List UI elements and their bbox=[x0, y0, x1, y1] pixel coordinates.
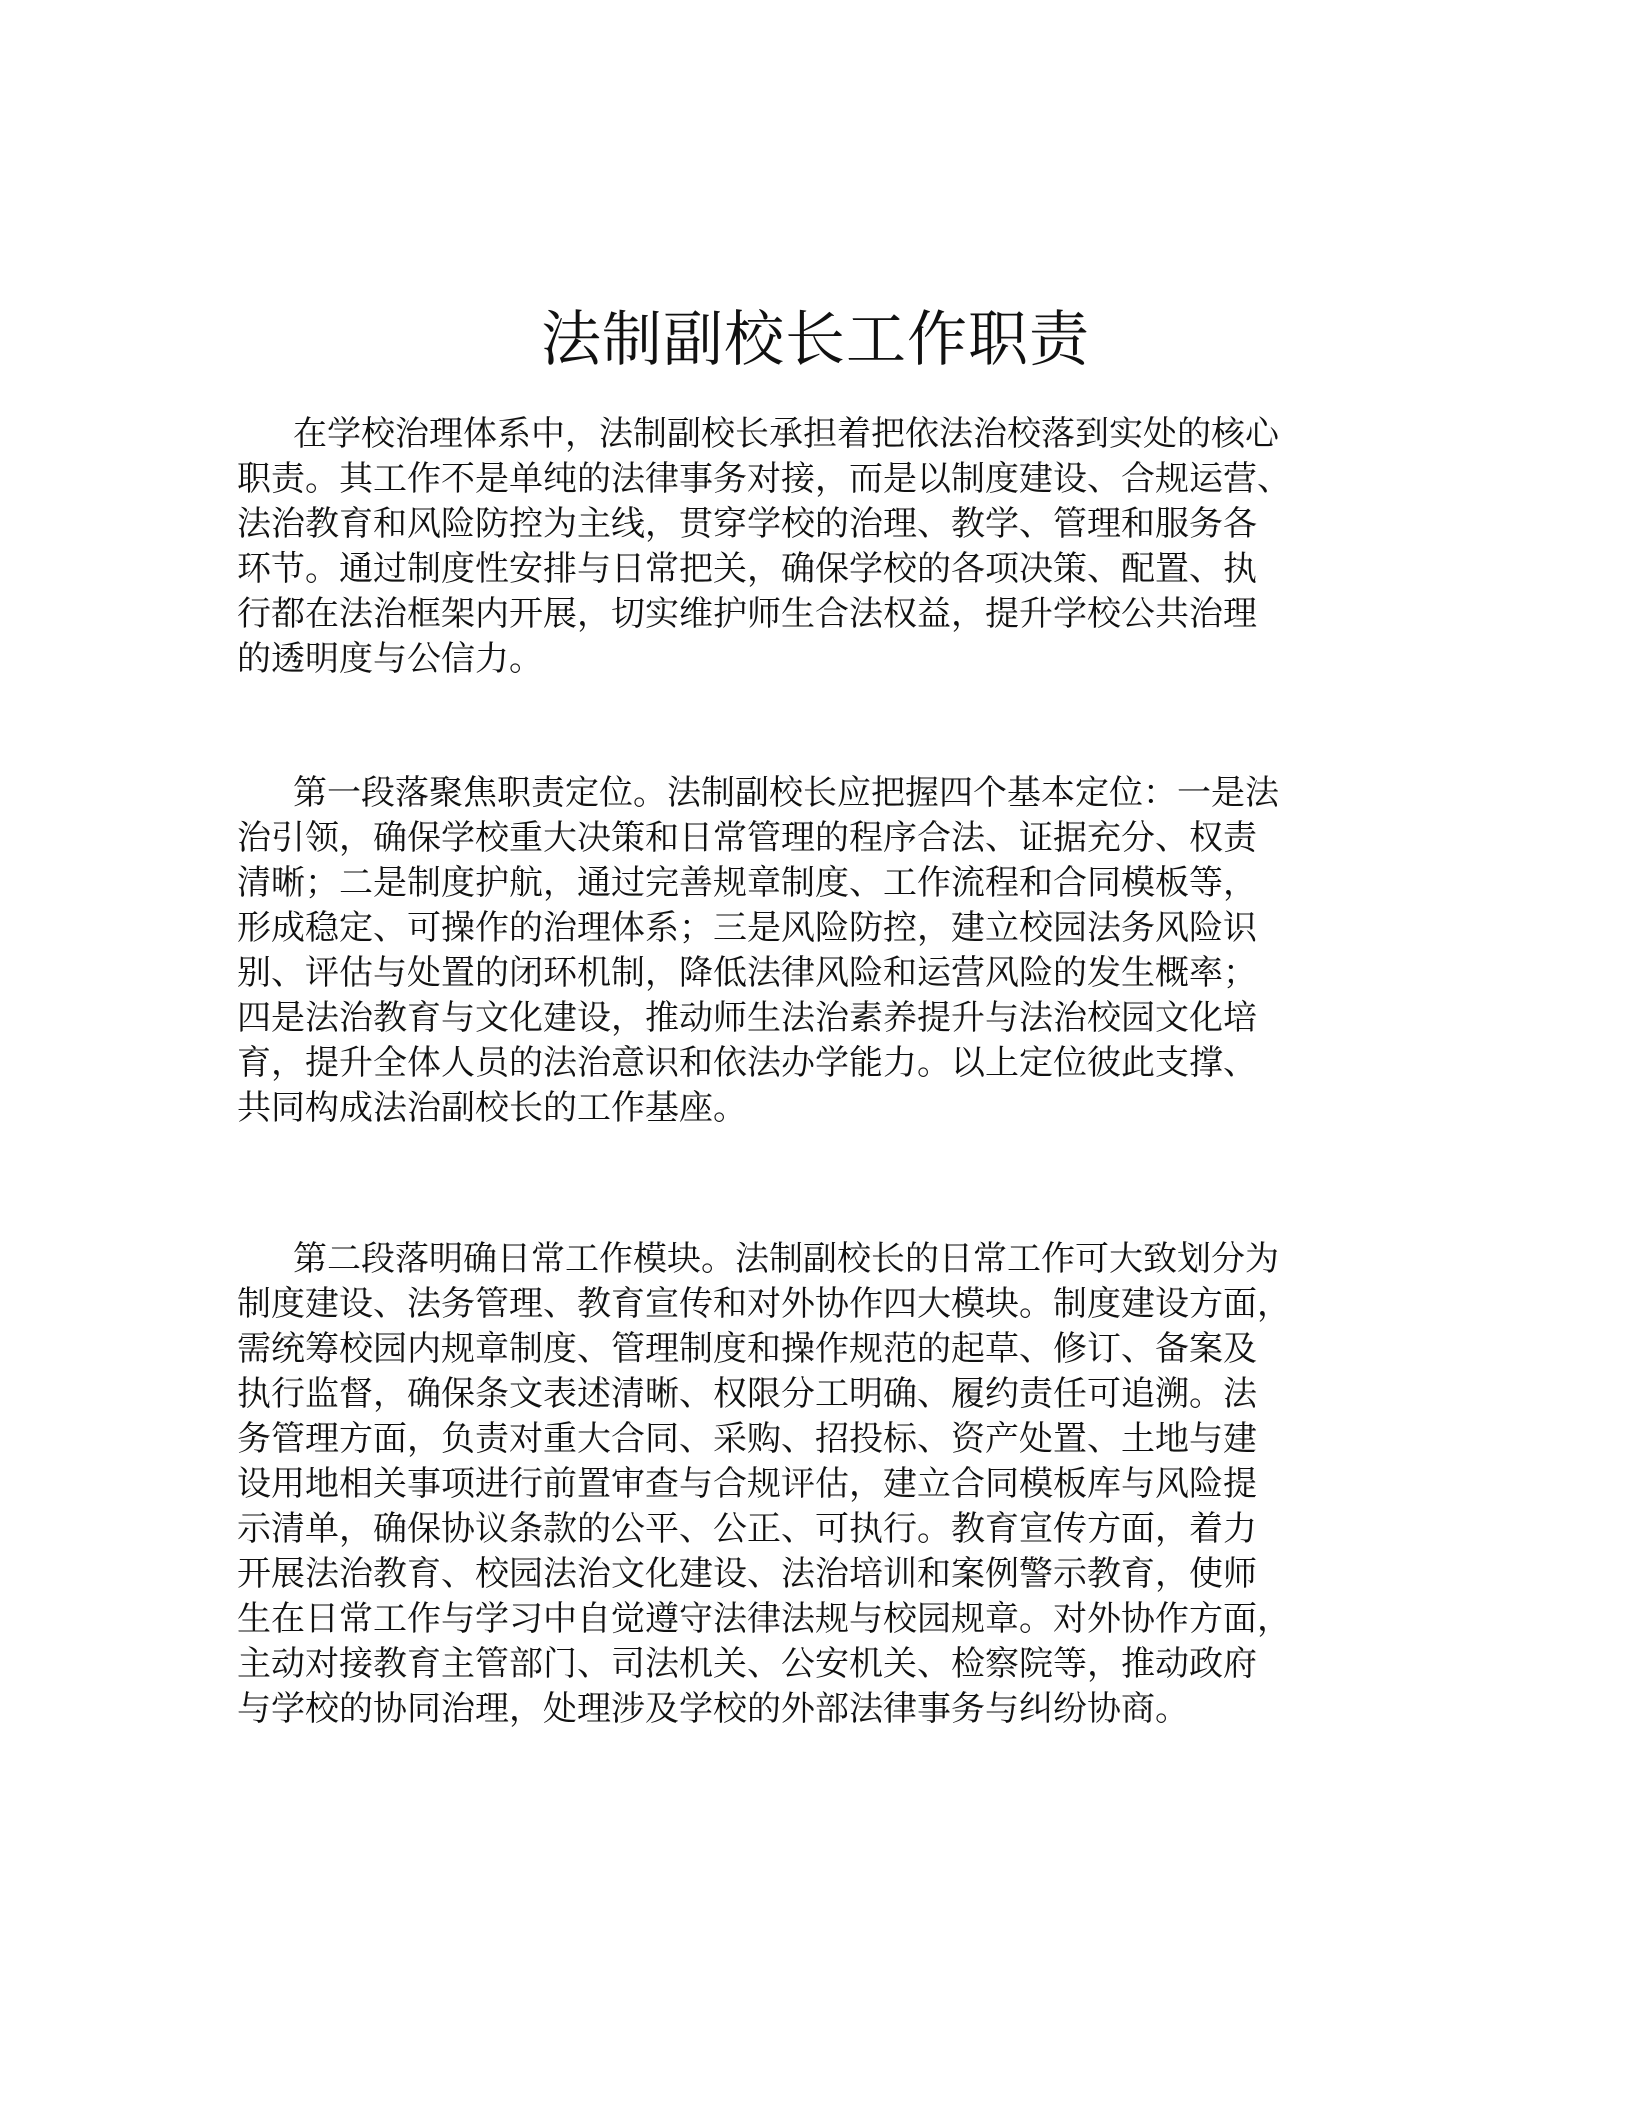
paragraph-line: 在学校治理体系中，法制副校长承担着把依法治校落到实处的核心 bbox=[293, 414, 1279, 454]
paragraph-line: 生在日常工作与学习中自觉遵守法律法规与校园规章。对外协作方面， bbox=[237, 1599, 1291, 1639]
paragraph-line: 示清单，确保协议条款的公平、公正、可执行。教育宣传方面，着力 bbox=[237, 1509, 1257, 1549]
paragraph-intro bbox=[237, 412, 1397, 682]
paragraph-line: 行都在法治框架内开展，切实维护师生合法权益，提升学校公共治理 bbox=[237, 594, 1257, 634]
paragraph-line: 形成稳定、可操作的治理体系；三是风险防控，建立校园法务风险识 bbox=[237, 908, 1257, 948]
paragraph-work-modules bbox=[237, 1237, 1397, 1732]
paragraph-line: 的透明度与公信力。 bbox=[237, 639, 543, 679]
paragraph-line: 育，提升全体人员的法治意识和依法办学能力。以上定位彼此支撑、 bbox=[237, 1043, 1257, 1083]
document-title: 法制副校长工作职责 bbox=[541, 305, 1090, 375]
paragraph-line: 务管理方面，负责对重大合同、采购、招投标、资产处置、土地与建 bbox=[237, 1419, 1257, 1459]
paragraph-line: 治引领，确保学校重大决策和日常管理的程序合法、证据充分、权责 bbox=[237, 818, 1257, 858]
paragraph-line: 第一段落聚焦职责定位。法制副校长应把握四个基本定位：一是法 bbox=[293, 773, 1279, 813]
paragraph-line: 制度建设、法务管理、教育宣传和对外协作四大模块。制度建设方面， bbox=[237, 1284, 1291, 1324]
paragraph-line: 开展法治教育、校园法治文化建设、法治培训和案例警示教育，使师 bbox=[237, 1554, 1257, 1594]
paragraph-line: 主动对接教育主管部门、司法机关、公安机关、检察院等，推动政府 bbox=[237, 1644, 1257, 1684]
paragraph-line: 执行监督，确保条文表述清晰、权限分工明确、履约责任可追溯。法 bbox=[237, 1374, 1257, 1414]
paragraph-line: 需统筹校园内规章制度、管理制度和操作规范的起草、修订、备案及 bbox=[237, 1329, 1257, 1369]
paragraph-line: 清晰；二是制度护航，通过完善规章制度、工作流程和合同模板等， bbox=[237, 863, 1257, 903]
paragraph-line: 设用地相关事项进行前置审查与合规评估，建立合同模板库与风险提 bbox=[237, 1464, 1257, 1504]
paragraph-line: 别、评估与处置的闭环机制，降低法律风险和运营风险的发生概率； bbox=[237, 953, 1257, 993]
paragraph-line: 环节。通过制度性安排与日常把关，确保学校的各项决策、配置、执 bbox=[237, 549, 1257, 589]
paragraph-line: 四是法治教育与文化建设，推动师生法治素养提升与法治校园文化培 bbox=[237, 998, 1257, 1038]
paragraph-line: 与学校的协同治理，处理涉及学校的外部法律事务与纠纷协商。 bbox=[237, 1689, 1189, 1729]
paragraph-positioning bbox=[237, 771, 1397, 1131]
paragraph-line: 第二段落明确日常工作模块。法制副校长的日常工作可大致划分为 bbox=[293, 1239, 1279, 1279]
paragraph-line: 职责。其工作不是单纯的法律事务对接，而是以制度建设、合规运营、 bbox=[237, 459, 1291, 499]
paragraph-line: 共同构成法治副校长的工作基座。 bbox=[237, 1088, 747, 1128]
paragraph-line: 法治教育和风险防控为主线，贯穿学校的治理、教学、管理和服务各 bbox=[237, 504, 1257, 544]
